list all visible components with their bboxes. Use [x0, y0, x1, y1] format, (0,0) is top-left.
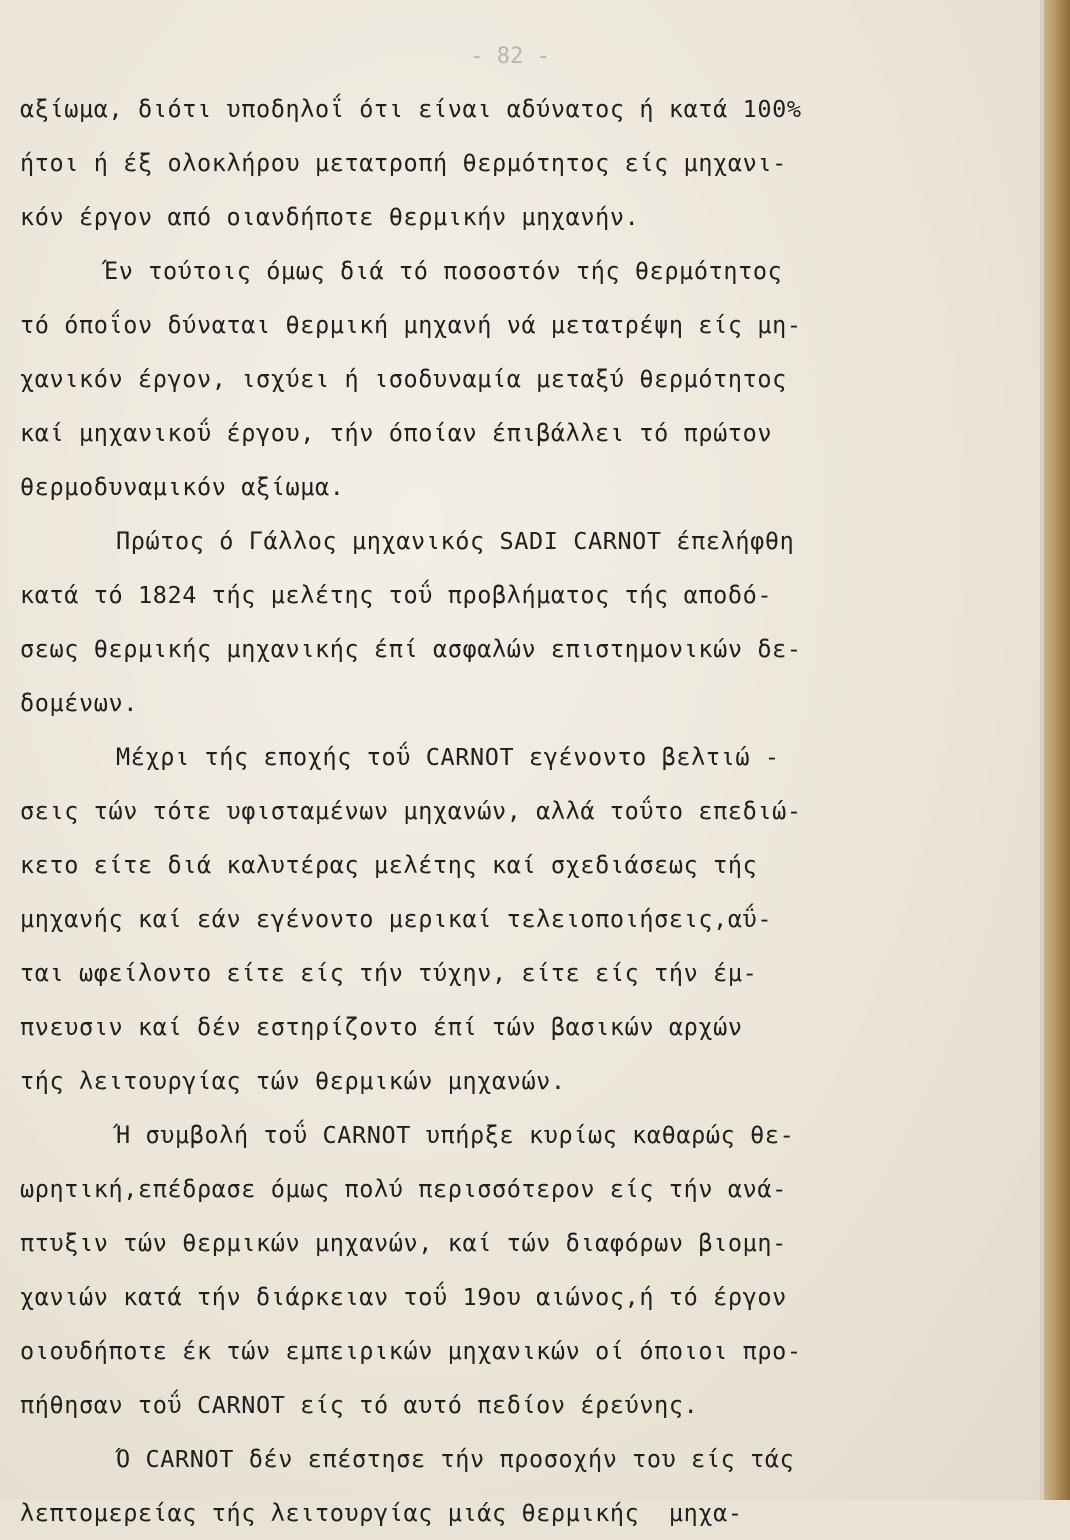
text-line: Ό CARNOT δέν επέστησε τήν προσοχήν του είς τάς	[116, 1445, 795, 1473]
text-line: θερμοδυναμικόν αξίωμα.	[20, 473, 345, 501]
text-line: καί μηχανικοΰ έργου, τήν όποίαν έπιβάλλει τό πρώτον	[20, 419, 773, 447]
text-line: πνευσιν καί δέν εστηρίζοντο έπί τών βασικών αρχών	[20, 1013, 743, 1041]
text-line: ται ωφείλοντο είτε είς τήν τύχην, είτε είς τήν έμ-	[20, 959, 758, 987]
text-line: Μέχρι τής εποχής τοΰ CARNOT εγένοντο βελτιώ -	[116, 743, 780, 771]
text-line: πτυξιν τών θερμικών μηχανών, καί τών διαφόρων βιομη-	[20, 1229, 787, 1257]
text-line: χανιών κατά τήν διάρκειαν τοΰ 19ου αιώνος,ή τό έργον	[20, 1283, 787, 1311]
text-line: τό όποΐον δύναται θερμική μηχανή νά μετατρέψη είς μη-	[20, 311, 802, 339]
typewritten-text-body	[20, 82, 1020, 1540]
text-line: μηχανής καί εάν εγένοντο μερικαί τελειοποιήσεις,αΰ-	[20, 905, 773, 933]
text-line: δομένων.	[20, 689, 138, 717]
text-line: Πρώτος ό Γάλλος μηχανικός SADI CARNOT έπελήφθη	[116, 527, 795, 555]
text-line: λεπτομερείας τής λειτουργίας μιάς θερμικής μηχα-	[20, 1499, 743, 1527]
page-number: - 82 -	[470, 44, 550, 69]
text-line: ήτοι ή έξ ολοκλήρου μετατροπή θερμότητος είς μηχανι-	[20, 149, 787, 177]
text-line: αξίωμα, διότι υποδηλοΐ ότι είναι αδύνατος ή κατά 100%	[20, 95, 802, 123]
text-line: κετο είτε διά καλυτέρας μελέτης καί σχεδιάσεως τής	[20, 851, 758, 879]
text-line: χανικόν έργον, ισχύει ή ισοδυναμία μεταξύ θερμότητος	[20, 365, 787, 393]
text-line: τής λειτουργίας τών θερμικών μηχανών.	[20, 1067, 566, 1095]
book-binding	[1044, 0, 1070, 1500]
text-line: οιουδήποτε έκ τών εμπειρικών μηχανικών οί όποιοι προ-	[20, 1337, 802, 1365]
text-line: πήθησαν τοΰ CARNOT είς τό αυτό πεδίον έρεύνης.	[20, 1391, 699, 1419]
text-line: ωρητική,επέδρασε όμως πολύ περισσότερον είς τήν ανά-	[20, 1175, 787, 1203]
text-line: Ή συμβολή τοΰ CARNOT υπήρξε κυρίως καθαρώς θε-	[116, 1121, 795, 1149]
text-line: σεις τών τότε υφισταμένων μηχανών, αλλά τοΰτο επεδιώ-	[20, 797, 802, 825]
text-line: σεως θερμικής μηχανικής έπί ασφαλών επιστημονικών δε-	[20, 635, 802, 663]
text-line: κατά τό 1824 τής μελέτης τοΰ προβλήματος τής αποδό-	[20, 581, 773, 609]
text-line: κόν έργον από οιανδήποτε θερμικήν μηχανήν.	[20, 203, 640, 231]
text-line: Έν τούτοις όμως διά τό ποσοστόν τής θερμότητος	[104, 257, 783, 285]
